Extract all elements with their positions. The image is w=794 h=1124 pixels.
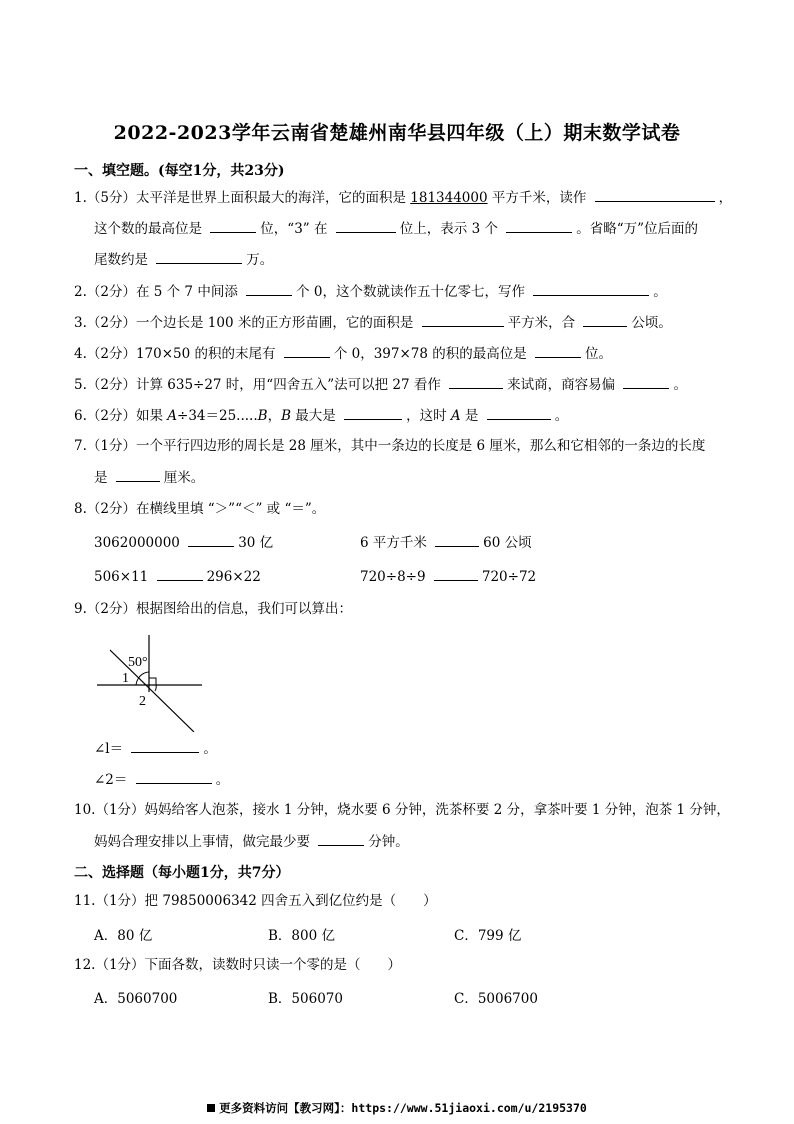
angle-2-arc: [155, 685, 156, 691]
answer-blank[interactable]: [136, 769, 212, 784]
compare-row-2-right: 720÷8÷9 720÷72: [360, 566, 536, 587]
angle-figure: [90, 632, 210, 732]
question-9: 9.（2分）根据图给出的信息，我们可以算出：: [74, 601, 352, 617]
compare-row-2-left: 506×11 296×22: [94, 566, 261, 587]
question-3: 3.（2分）一个边长是 100 米的正方形苗圃，它的面积是 平方米，合 公顷。: [74, 312, 672, 333]
answer-blank[interactable]: [583, 312, 627, 327]
question-1-line-2: 这个数的最高位是 位，“3” 在 位上，表示 3 个 。省略“万”位后面的: [94, 218, 698, 239]
question-12: 12.（1分）下面各数，读数时只读一个零的是（ ）: [74, 957, 402, 973]
answer-blank[interactable]: [595, 187, 715, 202]
answer-blank[interactable]: [116, 467, 160, 482]
answer-blank[interactable]: [156, 249, 242, 264]
q11-option-a[interactable]: A．80 亿: [94, 928, 153, 944]
question-1-line-1: 1.（5分）太平洋是世界上面积最大的海洋，它的面积是 181344000 平方千米，读作 ，: [74, 187, 732, 208]
compare-row-1-left: 3062000000 30 亿: [94, 532, 273, 553]
angle-1-answer: ∠l＝ 。: [94, 738, 217, 759]
area-number: 181344000: [410, 190, 488, 206]
answer-blank[interactable]: [210, 218, 256, 233]
question-4: 4.（2分）170×50 的积的末尾有 个 0，397×78 的积的最高位是 位。: [74, 343, 612, 364]
question-7-line-2: 是 厘米。: [94, 467, 204, 488]
label-angle-1: 1: [122, 671, 129, 686]
answer-blank[interactable]: [435, 532, 479, 547]
angle-1-arc: [136, 679, 138, 685]
q11-option-c[interactable]: C．799 亿: [454, 928, 522, 944]
q12-option-a[interactable]: A．5060700: [94, 991, 178, 1007]
answer-blank[interactable]: [422, 312, 504, 327]
angle-2-answer: ∠2＝ 。: [94, 769, 229, 790]
answer-blank[interactable]: [533, 281, 649, 296]
answer-blank[interactable]: [157, 566, 203, 581]
question-8: 8.（2分）在横线里填 “＞”“＜” 或 “＝”。: [74, 501, 326, 517]
compare-row-1-right: 6 平方千米 60 公顷: [360, 532, 532, 553]
page-title: 2022-2023学年云南省楚雄州南华县四年级（上）期末数学试卷: [113, 122, 681, 144]
footer-link[interactable]: 更多资料访问【教习网】：https://www.51jiaoxi.com/u/2195370: [0, 1100, 794, 1116]
answer-blank[interactable]: [188, 532, 234, 547]
label-angle-2: 2: [139, 694, 146, 709]
answer-blank[interactable]: [318, 831, 364, 846]
answer-blank[interactable]: [284, 343, 330, 358]
question-2: 2.（2分）在 5 个 7 中间添 个 0，这个数就读作五十亿零七，写作 。: [74, 281, 667, 302]
section-heading-fill-in: 一、填空题。(每空1分，共23分): [74, 163, 285, 179]
question-10-line-1: 10.（1分）妈妈给客人泡茶，接水 1 分钟，烧水要 6 分钟，洗茶杯要 2 分，拿茶叶要 1 分钟，泡茶 1 分钟，: [74, 802, 730, 818]
section-heading-choice: 二、选择题（每小题1分，共7分）: [74, 865, 290, 881]
answer-blank[interactable]: [131, 738, 199, 753]
question-7-line-1: 7.（1分）一个平行四边形的周长是 28 厘米，其中一条边的长度是 6 厘米，那么和它相邻的一条边的长度: [74, 438, 706, 454]
question-1-line-3: 尾数约是 万。: [94, 249, 273, 270]
flag-icon: [207, 1104, 215, 1112]
answer-blank[interactable]: [535, 343, 581, 358]
answer-blank[interactable]: [434, 566, 478, 581]
question-5: 5.（2分）计算 635÷27 时，用“四舍五入”法可以把 27 看作 来试商，商容易偏 。: [74, 374, 687, 395]
question-6: 6.（2分）如果 A÷34＝25.....B，B 最大是 ，这时 A 是 。: [74, 405, 568, 426]
answer-blank[interactable]: [623, 374, 669, 389]
q12-option-c[interactable]: C．5006700: [454, 991, 538, 1007]
question-11: 11.（1分）把 79850006342 四舍五入到亿位约是（ ）: [74, 893, 437, 909]
right-angle-mark: [149, 678, 156, 685]
question-10-line-2: 妈妈合理安排以上事情，做完最少要 分钟。: [94, 831, 409, 852]
slanted-line: [110, 650, 194, 732]
q11-option-b[interactable]: B．800 亿: [268, 928, 335, 944]
answer-blank[interactable]: [344, 405, 402, 420]
angle-50-arc: [138, 672, 149, 679]
answer-blank[interactable]: [449, 374, 503, 389]
label-50-degrees: 50°: [128, 655, 148, 670]
answer-blank[interactable]: [506, 218, 572, 233]
q12-option-b[interactable]: B．506070: [268, 991, 343, 1007]
answer-blank[interactable]: [246, 281, 292, 296]
answer-blank[interactable]: [336, 218, 396, 233]
answer-blank[interactable]: [487, 405, 551, 420]
